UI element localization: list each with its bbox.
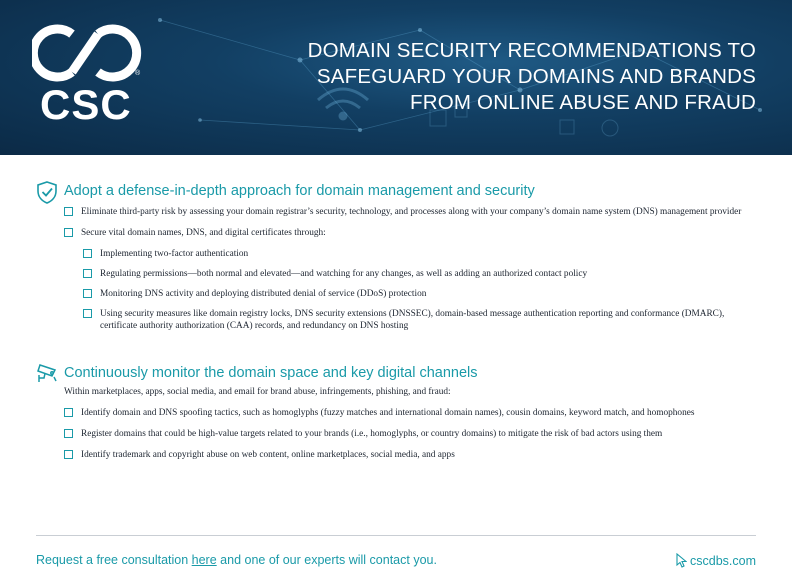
website-link[interactable] (675, 553, 756, 568)
list-item-text: Monitoring DNS activity and deploying distributed denial of service (DDoS) protection (100, 289, 427, 299)
section-defense-in-depth (36, 182, 756, 332)
checkbox[interactable] (64, 450, 73, 459)
section-header (36, 364, 756, 386)
section-monitor-domain-space (36, 364, 756, 461)
section-intro: Within marketplaces, apps, social media, and email for brand abuse, infringements, phishing, and fraud: (64, 387, 451, 397)
page-title (256, 38, 756, 116)
list-item-text: Eliminate third-party risk by assessing your domain registrar’s security, technology, and processes along with your company’s domain name system (DNS) management provider (81, 207, 742, 217)
cursor-click-icon (675, 553, 687, 568)
cta-text-before: Request a free consultation (36, 553, 192, 567)
list-item (64, 206, 756, 218)
section-header (36, 182, 756, 204)
list-item (64, 428, 756, 440)
sub-list-item (83, 308, 756, 332)
list-item-text: Regulating permissions—both normal and elevated—and watching for any changes, as well as adding an authorized contact policy (100, 269, 588, 279)
checkbox[interactable] (64, 429, 73, 438)
list-item-text: Identify domain and DNS spoofing tactics, such as homoglyphs (fuzzy matches and international domain names), cousin domains, keyword match, and homophones (81, 408, 695, 418)
consultation-link[interactable]: here (191, 553, 217, 567)
header-banner (0, 0, 792, 155)
checkbox[interactable] (83, 289, 92, 298)
sub-list-item (83, 248, 756, 260)
checkbox[interactable] (83, 309, 92, 318)
footer-divider (36, 535, 756, 536)
checkbox[interactable] (64, 207, 73, 216)
title-line: FROM ONLINE ABUSE AND FRAUD (410, 91, 756, 114)
logo-wordmark: CSC (40, 81, 132, 128)
security-camera-icon (36, 361, 58, 385)
title-line: DOMAIN SECURITY RECOMMENDATIONS TO (307, 39, 756, 62)
checkbox[interactable] (83, 269, 92, 278)
list-item (64, 407, 756, 419)
section-title: Continuously monitor the domain space and key digital channels (64, 365, 478, 381)
shield-check-icon (36, 180, 58, 204)
list-item-text: Identify trademark and copyright abuse on web content, online marketplaces, social media, and apps (81, 450, 455, 460)
website-url: cscdbs.com (690, 554, 756, 568)
list-item (64, 227, 756, 239)
checkbox[interactable] (83, 249, 92, 258)
csc-logo-icon (32, 22, 144, 84)
section-title: Adopt a defense-in-depth approach for domain management and security (64, 183, 535, 199)
checkbox[interactable] (64, 228, 73, 237)
list-item-text: Using security measures like domain registry locks, DNS security extensions (DNSSEC), domain-based message authentication reporting and conformance (DMARC), certificate authority authorization (CAA) records, and redundancy on DNS hosting (100, 309, 725, 331)
list-item-text: Register domains that could be high-value targets related to your brands (i.e., homoglyphs, or country domains) to mitigate the risk of bad actors using them (81, 429, 663, 439)
footer-cta (36, 553, 437, 567)
title-line: SAFEGUARD YOUR DOMAINS AND BRANDS (316, 65, 756, 88)
list-item (64, 449, 756, 461)
cta-text-after: and one of our experts will contact you. (216, 553, 437, 567)
registered-mark: ® (135, 70, 141, 77)
list-item-text: Implementing two-factor authentication (100, 249, 249, 259)
list-item-text: Secure vital domain names, DNS, and digital certificates through: (81, 228, 326, 238)
sub-list-item (83, 268, 756, 280)
checkbox[interactable] (64, 408, 73, 417)
sub-list-item (83, 288, 756, 300)
